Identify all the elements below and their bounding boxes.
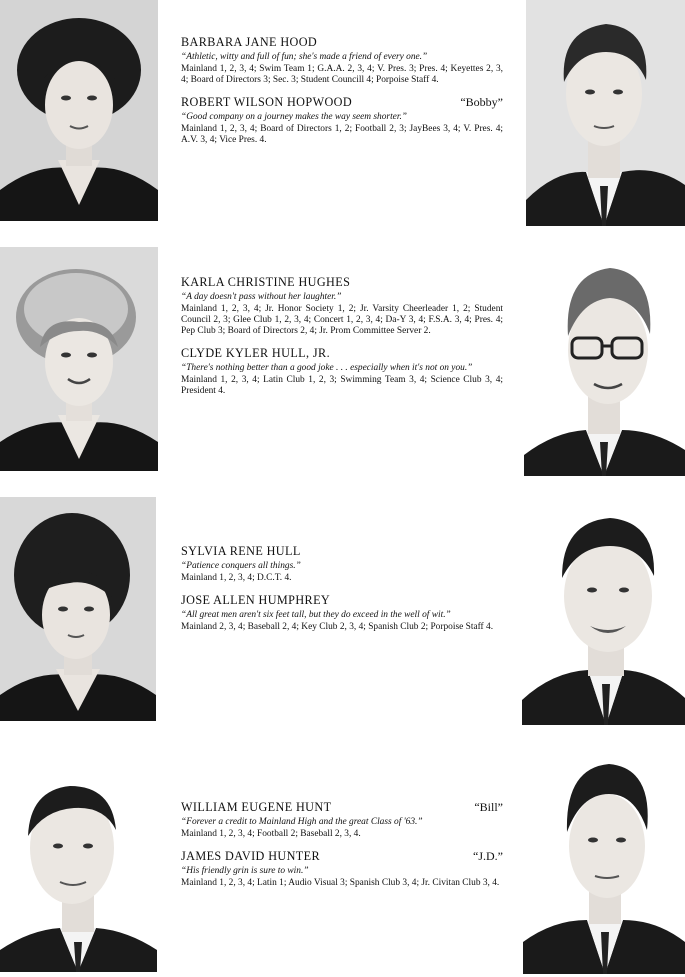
portrait-photo-barbara-hood: [0, 0, 158, 221]
entry-block-3: [181, 544, 503, 642]
portrait-photo-clyde-hull: [524, 250, 685, 476]
student-name-line: [181, 346, 503, 361]
student-name: ROBERT WILSON HOPWOOD: [181, 95, 353, 109]
student-activities: Mainland 1, 2, 3, 4; Latin Club 1, 2, 3; Swimming Team 3, 4; Science Club 3, 4; President 4.: [181, 375, 503, 396]
entry-block-1: [181, 35, 503, 155]
student-activities: Mainland 1, 2, 3, 4; Jr. Honor Society 1, 2; Jr. Varsity Cheerleader 1, 2; Student Council 2, 3; Glee Club 1, 2, 3, 4; Concert 1, 2, 3, 4; Da-Y 3, 4; F.S.A. 3, 4; Pres. 4; Pep Club 3; Board of Directors 2, 4; Jr. Prom Committee Server 2.: [181, 304, 503, 336]
student-name: WILLIAM EUGENE HUNT: [181, 800, 332, 814]
student-activities: Mainland 1, 2, 3, 4; Latin 1; Audio Visual 3; Spanish Club 3, 4; Jr. Civitan Club 3, 4.: [181, 878, 500, 888]
student-activities: Mainland 1, 2, 3, 4; D.C.T. 4.: [181, 573, 292, 583]
student-nickname: “Bill”: [474, 800, 503, 814]
portrait-photo-william-hunt: [0, 750, 157, 972]
student-name: SYLVIA RENE HULL: [181, 544, 301, 558]
portrait-photo-james-hunter: [523, 752, 685, 974]
portrait-photo-karla-hughes: [0, 247, 158, 471]
student-name-line: [181, 800, 503, 815]
student-name-line: [181, 544, 503, 559]
student-activities: Mainland 2, 3, 4; Baseball 2, 4; Key Club 2, 3, 4; Spanish Club 2; Porpoise Staff 4.: [181, 622, 494, 632]
portrait-photo-robert-hopwood: [526, 0, 685, 226]
student-name-line: [181, 95, 503, 110]
student-quote: “There's nothing better than a good joke . . . especially when it's not on you.”: [181, 363, 473, 373]
student-name: KARLA CHRISTINE HUGHES: [181, 275, 351, 289]
student-nickname: “J.D.”: [473, 849, 503, 863]
student-quote: “A day doesn't pass without her laughter.”: [181, 292, 342, 302]
student-name-line: [181, 849, 503, 864]
student-name-line: [181, 35, 503, 50]
student-activities: Mainland 1, 2, 3, 4; Board of Directors 1, 2; Football 2, 3; JayBees 3, 4; V. Pres. 4; A.V. 3, 4; Vice Pres. 4.: [181, 124, 503, 145]
student-name-line: [181, 593, 503, 608]
student-name: BARBARA JANE HOOD: [181, 35, 318, 49]
student-quote: “Good company on a journey makes the way seem shorter.”: [181, 112, 408, 122]
student-nickname: “Bobby”: [460, 95, 503, 109]
student-activities: Mainland 1, 2, 3, 4; Football 2; Baseball 2, 3, 4.: [181, 829, 361, 839]
portrait-photo-sylvia-hull: [0, 497, 156, 721]
student-quote: “His friendly grin is sure to win.”: [181, 866, 309, 876]
entry-block-4: [181, 800, 503, 898]
student-quote: “All great men aren't six feet tall, but they do exceed in the well of wit.”: [181, 610, 451, 620]
student-name-line: [181, 275, 503, 290]
student-name: JOSE ALLEN HUMPHREY: [181, 593, 331, 607]
student-name: CLYDE KYLER HULL, JR.: [181, 346, 331, 360]
portrait-photo-jose-humphrey: [522, 502, 685, 725]
student-activities: Mainland 1, 2, 3, 4; Swim Team 1; G.A.A. 2, 3, 4; V. Pres. 3; Pres. 4; Keyettes 2, 3, 4; Board of Directors 3; Sec. 3; Student Councill 4; Porpoise Staff 4.: [181, 64, 503, 85]
student-name: JAMES DAVID HUNTER: [181, 849, 321, 863]
student-quote: “Patience conquers all things.”: [181, 561, 301, 571]
student-quote: “Forever a credit to Mainland High and the great Class of '63.”: [181, 817, 423, 827]
entry-block-2: [181, 275, 503, 406]
student-quote: “Athletic, witty and full of fun; she's made a friend of every one.”: [181, 52, 428, 62]
